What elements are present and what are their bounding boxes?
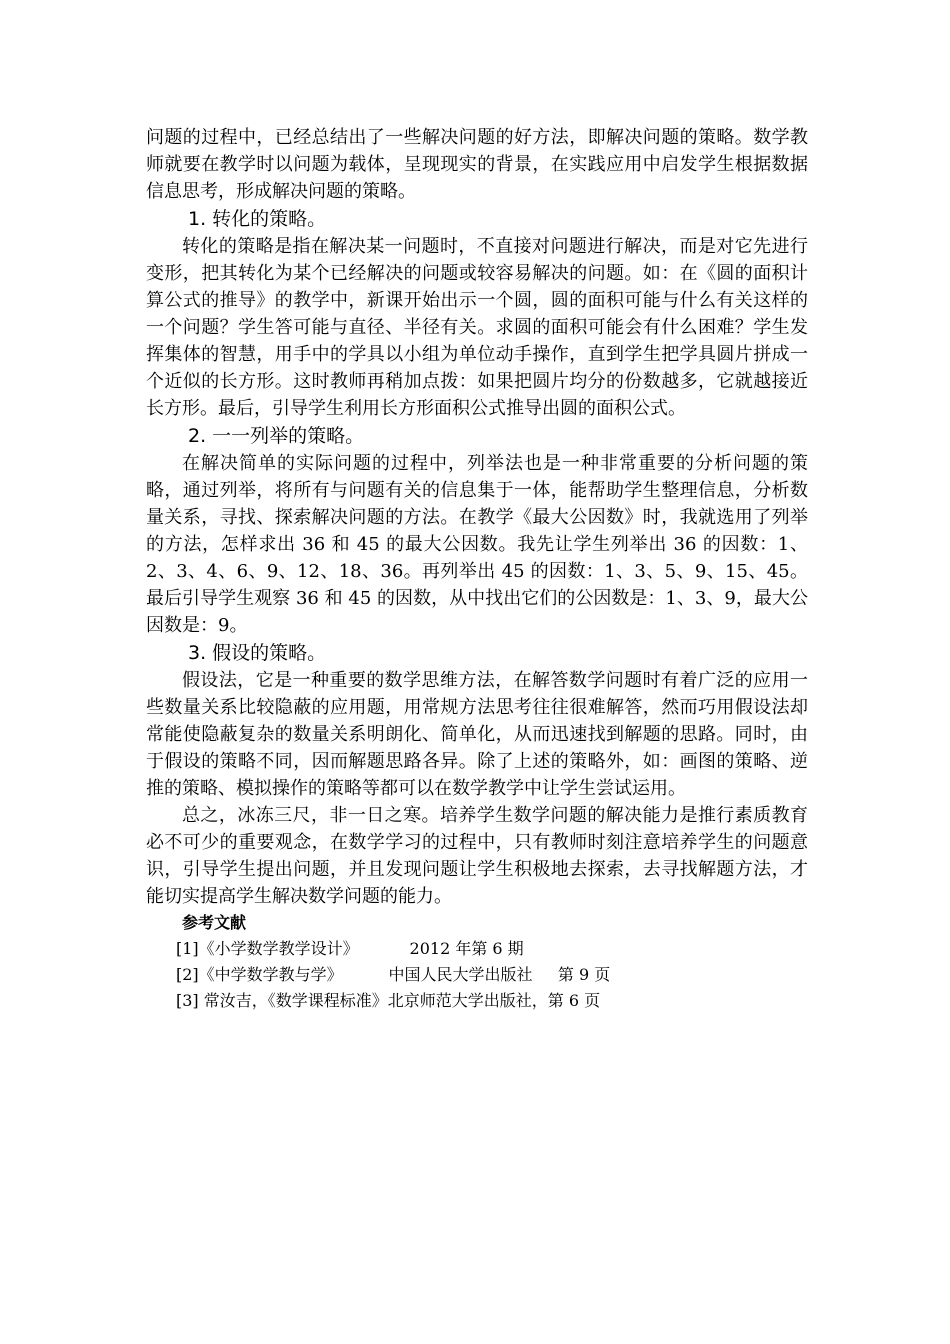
section-body-2: 在解决简单的实际问题的过程中，列举法也是一种非常重要的分析问题的策略，通过列举，将所有与问题有关的信息集于一体，能帮助学生整理信息，分析数量关系，寻找、探索解决问题的方法。在教学《最大公因数》时，我就选用了列举的方法，怎样求出 36 和 45 的最大公因数。我先让学生列举出 36 的因数：1、2、3、4、6、9、12、18、36。再列举出 45 的因数：1、3、5、9、15、45。最后引导学生观察 36 和 45 的因数，从中找出它们的公因数是：1、3、9，最大公因数是：9。 [146, 453, 808, 636]
document-page [146, 124, 808, 1014]
conclusion-paragraph: 总之，冰冻三尺，非一日之寒。培养学生数学问题的解决能力是推行素质教育必不可少的重要观念，在数学学习的过程中，只有教师时刻注意培养学生的问题意识，引导学生提出问题，并且发现问题让学生积极地去探索，去寻找解题方法，才能切实提高学生解决数学问题的能力。 [146, 805, 808, 907]
section-heading-3: 3. 假设的策略。 [188, 642, 327, 664]
section-body-1: 转化的策略是指在解决某一问题时，不直接对问题进行解决，而是对它先进行变形，把其转化为某个已经解决的问题或较容易解决的问题。如：在《圆的面积计算公式的推导》的教学中，新课开始出示一个圆，圆的面积可能与什么有关这样的一个问题？学生答可能与直径、半径有关。求圆的面积可能会有什么困难？学生发挥集体的智慧，用手中的学具以小组为单位动手操作，直到学生把学具圆片拼成一个近似的长方形。这时教师再稍加点拨：如果把圆片均分的份数越多，它就越接近长方形。最后，引导学生利用长方形面积公式推导出圆的面积公式。 [146, 236, 808, 419]
references-title: 参考文献 [182, 913, 247, 932]
reference-item: [3] 常汝吉，《数学课程标准》北京师范大学出版社，第 6 页 [176, 991, 601, 1010]
reference-item: [1]《小学数学教学设计》 2012 年第 6 期 [176, 939, 524, 958]
section-heading-2: 2. 一一列举的策略。 [188, 425, 365, 447]
reference-item: [2]《中学数学教与学》 中国人民大学出版社 第 9 页 [176, 965, 611, 984]
section-body-3: 假设法，它是一种重要的数学思维方法，在解答数学问题时有着广泛的应用一些数量关系比较隐蔽的应用题，用常规方法思考往往很难解答，然而巧用假设法却常能使隐蔽复杂的数量关系明朗化、简单化，从而迅速找到解题的思路。同时，由于假设的策略不同，因而解题思路各异。除了上述的策略外，如：画图的策略、逆推的策略、模拟操作的策略等都可以在数学教学中让学生尝试运用。 [146, 670, 808, 799]
intro-paragraph: 问题的过程中，已经总结出了一些解决问题的好方法，即解决问题的策略。数学教师就要在教学时以问题为载体，呈现现实的背景，在实践应用中启发学生根据数据信息思考，形成解决问题的策略。 [146, 127, 808, 202]
section-heading-1: 1. 转化的策略。 [188, 208, 327, 230]
